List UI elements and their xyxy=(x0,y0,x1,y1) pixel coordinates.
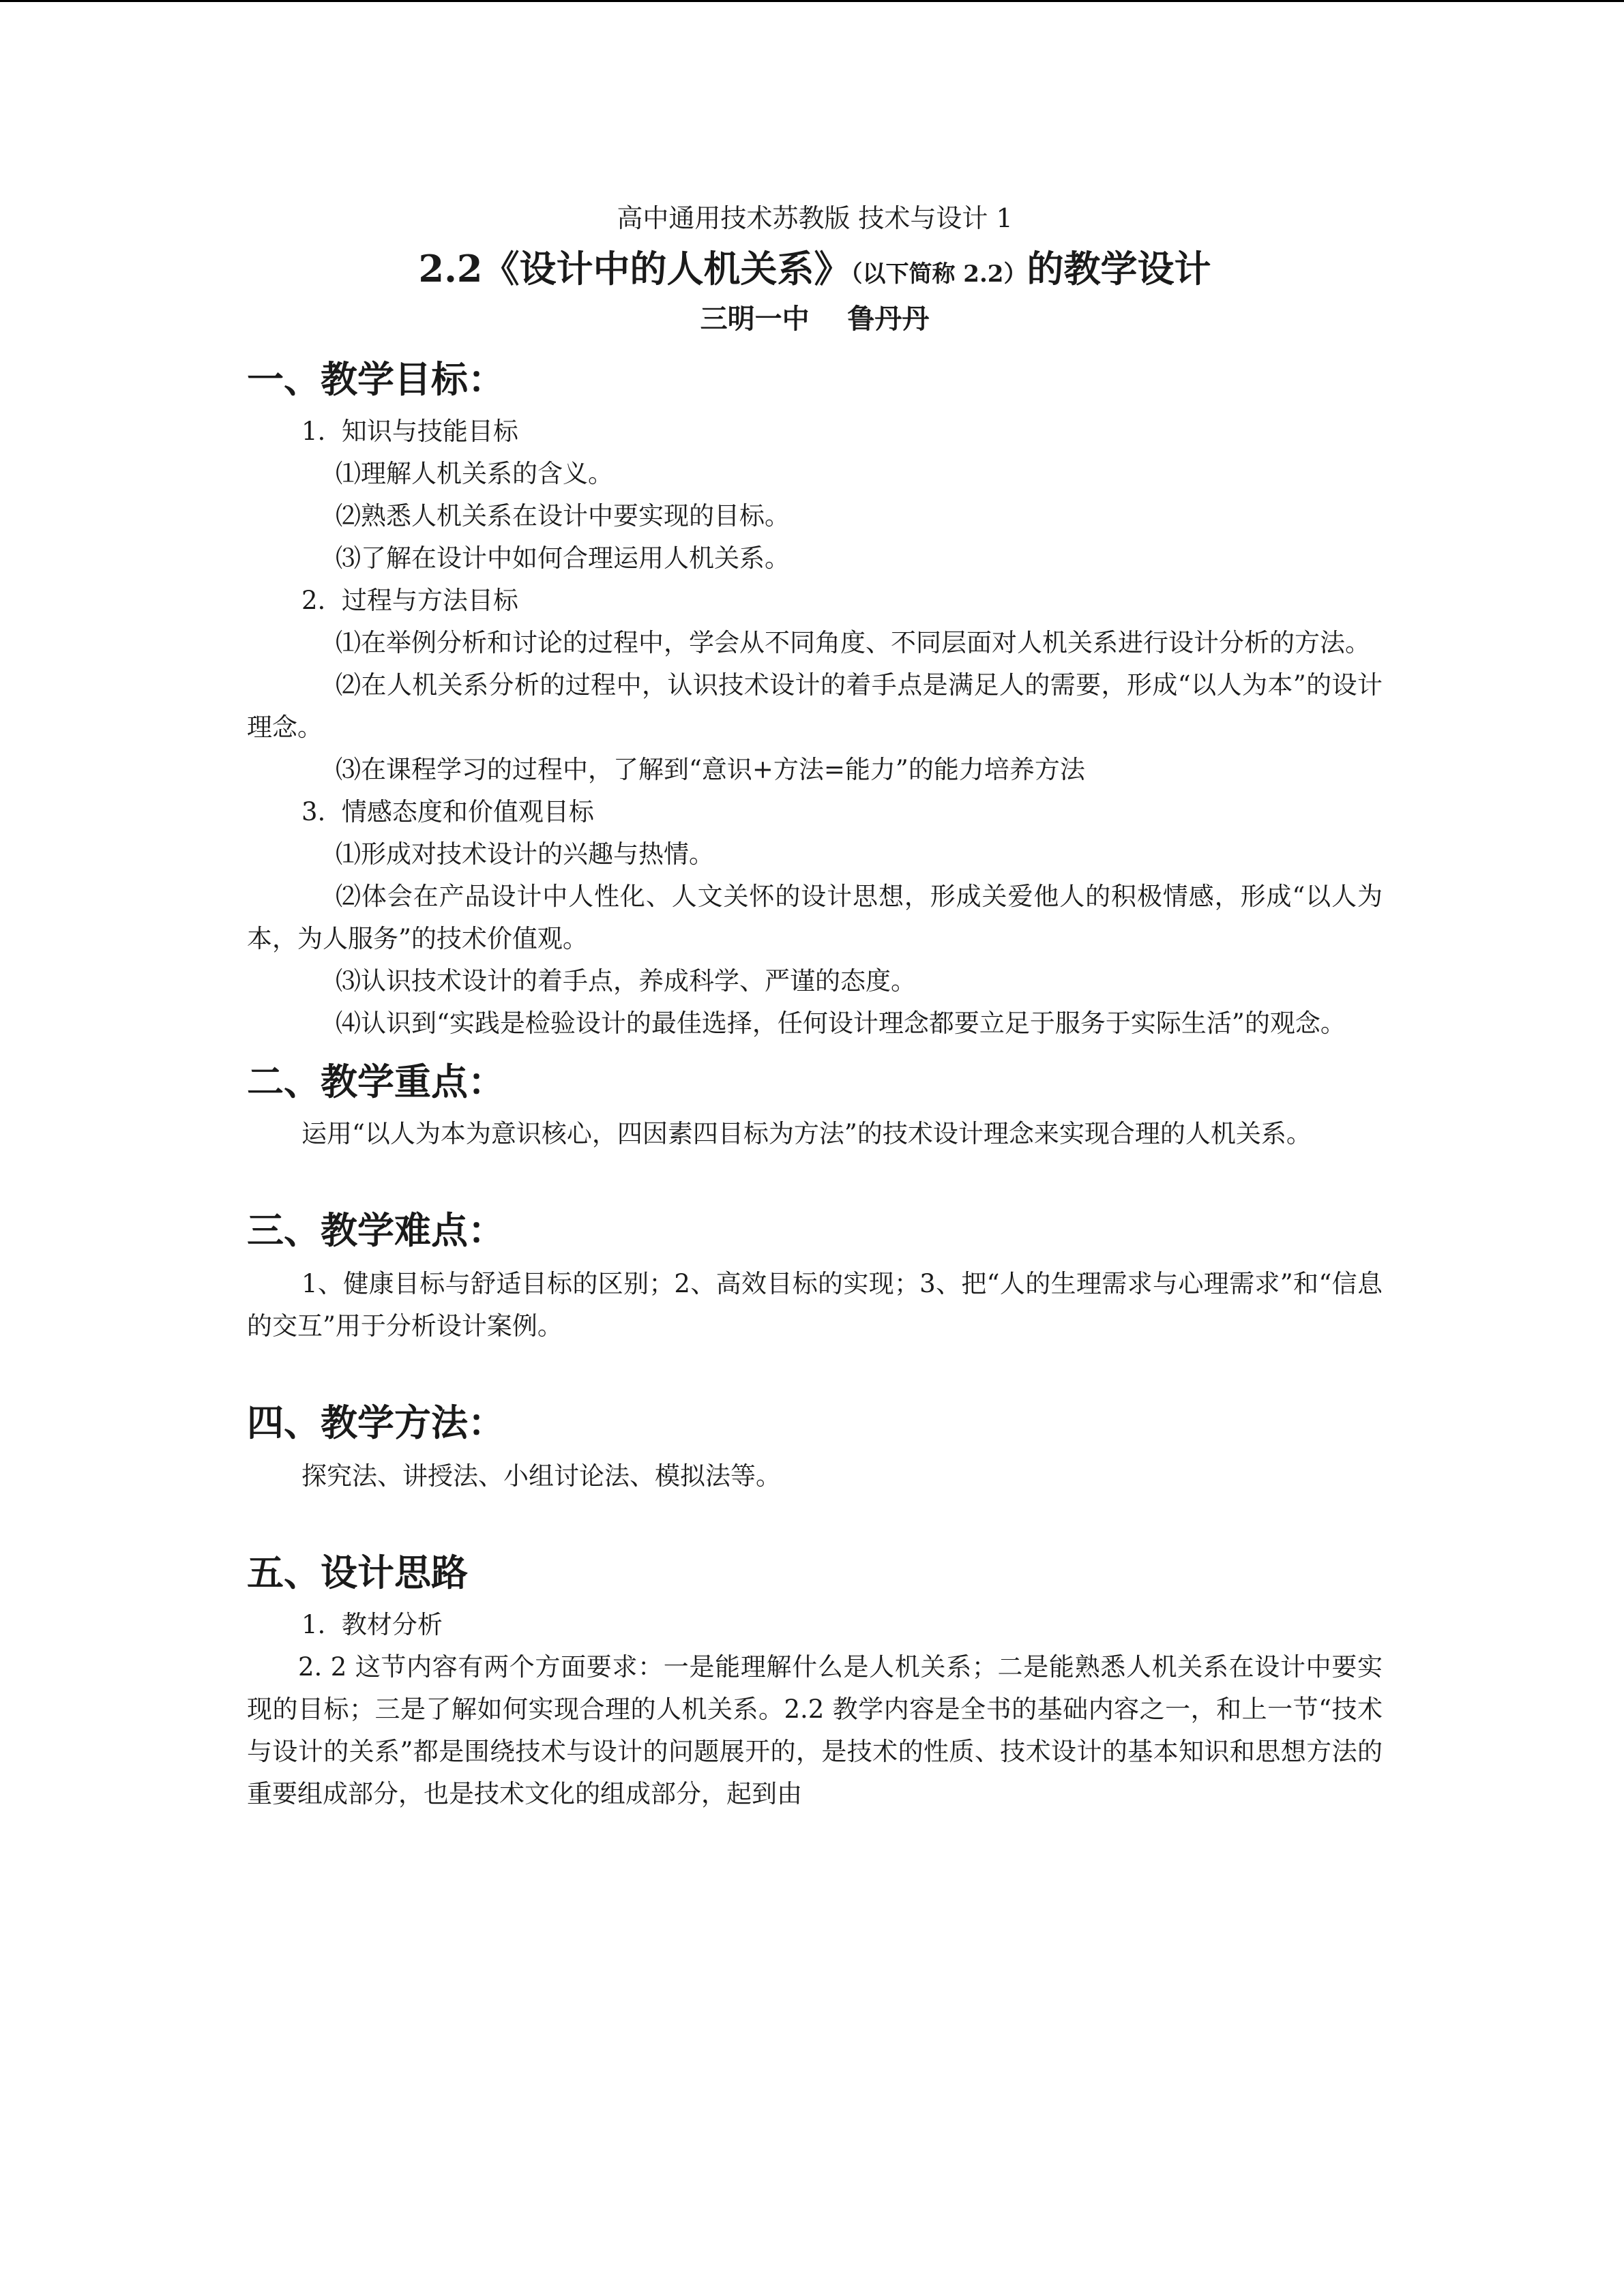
section-heading-objectives: 一、教学目标： xyxy=(247,357,505,401)
section-heading-difficulties: 三、教学难点： xyxy=(247,1208,505,1252)
methods-body: 探究法、讲授法、小组讨论法、模拟法等。 xyxy=(301,1461,781,1491)
objective-item: ⑴理解人机关系的含义。 xyxy=(336,459,613,488)
objective-item: ⑵在人机关系分析的过程中，认识技术设计的着手点是满足人的需要，形成“以人为本”的设计理念。 xyxy=(247,670,1383,742)
objective-item: ⑴在举例分析和讨论的过程中，学会从不同角度、不同层面对人机关系进行设计分析的方法。 xyxy=(336,628,1370,657)
document-title xyxy=(247,239,1383,299)
document-page xyxy=(247,198,1383,1815)
difficulties-body: 1、健康目标与舒适目标的区别；2、高效目标的实现；3、把“人的生理需求与心理需求”和“信息的交互”用于分析设计案例。 xyxy=(247,1269,1383,1341)
objective-item: ⑵体会在产品设计中人性化、人文关怀的设计思想，形成关爱他人的积极情感，形成“以人为本，为人服务”的技术价值观。 xyxy=(247,882,1383,953)
section-heading-methods: 四、教学方法： xyxy=(247,1401,505,1444)
objective-knowledge-title: 1. 知识与技能目标 xyxy=(301,417,518,446)
objective-item: ⑴形成对技术设计的兴趣与热情。 xyxy=(336,839,714,869)
objective-item: ⑶认识技术设计的着手点，养成科学、严谨的态度。 xyxy=(336,966,916,996)
key-points-body: 运用“以人为本为意识核心，四因素四目标为方法”的技术设计理念来实现合理的人机关系。 xyxy=(301,1119,1312,1148)
objective-item: ⑶了解在设计中如何合理运用人机关系。 xyxy=(336,543,790,573)
objective-item: ⑷认识到“实践是检验设计的最佳选择，任何设计理念都要立足于服务于实际生活”的观念。 xyxy=(336,1009,1346,1038)
author-line: 三明一中 鲁丹丹 xyxy=(700,303,930,335)
objective-emotion-title: 3. 情感态度和价值观目标 xyxy=(301,797,594,826)
objective-item: ⑵熟悉人机关系在设计中要实现的目标。 xyxy=(336,501,790,531)
objective-process-title: 2. 过程与方法目标 xyxy=(301,586,518,615)
top-border-line xyxy=(0,0,1624,2)
objective-item: ⑶在课程学习的过程中，了解到“意识+方法=能力”的能力培养方法 xyxy=(336,755,1085,784)
title-main: 2.2《设计中的人机关系》 xyxy=(418,247,851,290)
section-heading-key-points: 二、教学重点： xyxy=(247,1060,505,1103)
material-analysis-body: 2. 2 这节内容有两个方面要求：一是能理解什么是人机关系；二是能熟悉人机关系在设计中要实现的目标；三是了解如何实现合理的人机关系。2.2 教学内容是全书的基础内容之一，和上一节“技术与设计的关系”都是围绕技术与设计的问题展开的，是技术的性质、技术设计的基本知识和思想方法的重要组成部分，也是技术文化的组成部分，起到由 xyxy=(247,1652,1383,1808)
title-parenthetical: （以下简称 2.2） xyxy=(851,260,1027,288)
title-tail: 的教学设计 xyxy=(1027,247,1211,290)
material-analysis-title: 1. 教材分析 xyxy=(301,1610,443,1639)
course-subtitle: 高中通用技术苏教版 技术与设计 1 xyxy=(617,203,1013,233)
section-heading-design-approach: 五、设计思路 xyxy=(247,1551,468,1594)
